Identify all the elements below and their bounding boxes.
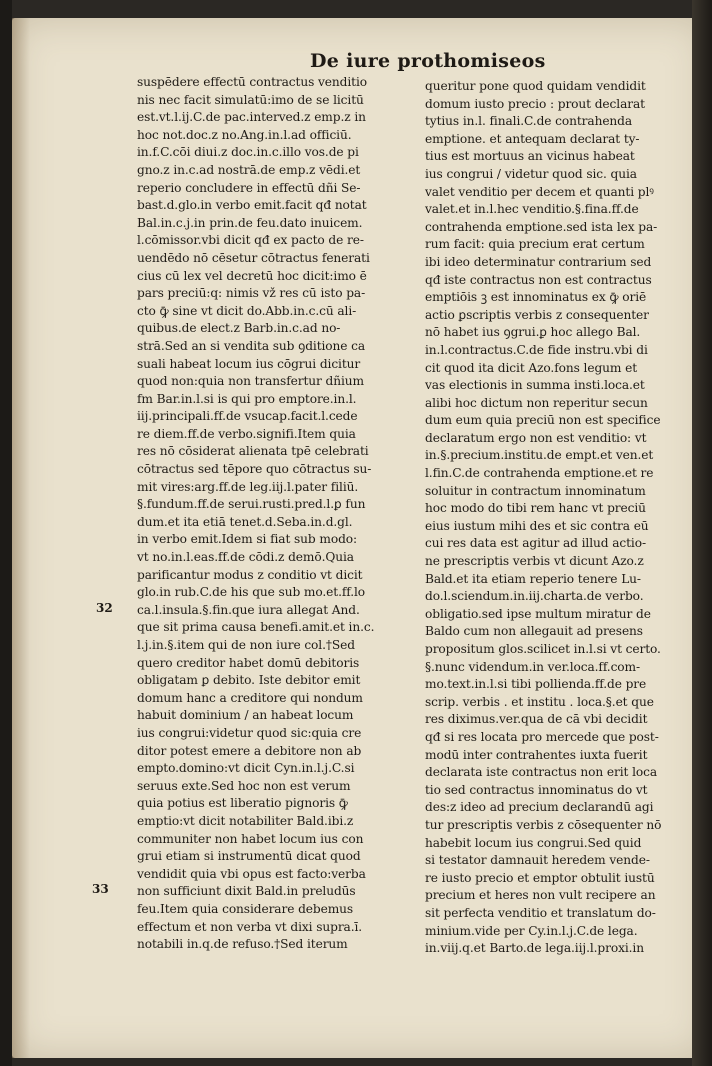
right-column-line: Bald.et ita etiam reperio tenere Lu- bbox=[425, 571, 641, 586]
right-column-line: do.l.sciendum.in.iij.charta.de verbo. bbox=[425, 589, 644, 604]
left-column-line: seruus exte.Sed hoc non est verum bbox=[137, 778, 351, 793]
left-column-line: que sit prima causa benefi.amit.et in.c. bbox=[137, 620, 375, 635]
right-column-line: in.§.precium.institu.de empt.et ven.et bbox=[425, 448, 654, 463]
left-column-line: §.fundum.ff.de serui.rusti.pred.l.ꝑ fun bbox=[137, 497, 366, 512]
right-column-line: tius est mortuus an vicinus habeat bbox=[425, 149, 635, 164]
margin-note-32: 32 bbox=[96, 601, 113, 615]
right-column-line: des:z ideo ad precium declarandū agi bbox=[425, 800, 654, 815]
left-column-line: vt no.in.l.eas.ff.de cōdi.z demō.Quia bbox=[137, 550, 354, 565]
left-column-line: notabili in.q.de refuso.†Sed iterum bbox=[137, 937, 348, 952]
right-column-line: habebit locum ius congrui.Sed quid bbox=[425, 835, 642, 850]
right-column-line: domum iusto precio : prout declarat bbox=[425, 96, 645, 111]
left-column-line: mit vires:arg.ff.de leg.iij.l.pater filiū. bbox=[137, 479, 359, 494]
left-column-line: cto ꝙ̄ sine vt dicit do.Abb.in.c.cū ali- bbox=[137, 303, 357, 318]
left-column-line: dum.et ita etiā tenet.d.Seba.in.d.gl. bbox=[137, 514, 353, 529]
left-column-line: grui etiam si instrumentū dicat quod bbox=[137, 849, 361, 864]
left-column-line: ca.l.insula.§.fin.que iura allegat And. bbox=[137, 602, 360, 617]
right-column-line: soluitur in contractum innominatum bbox=[425, 483, 646, 498]
right-column-line: in.viij.q.et Barto.de lega.iij.l.proxi.in bbox=[425, 941, 644, 956]
left-column-line: uendēdo nō cēsetur cōtractus fenerati bbox=[137, 250, 370, 265]
left-column-line: quibus.de elect.z Barb.in.c.ad no- bbox=[137, 321, 341, 336]
right-column-line: eius iustum mihi des et sic contra eū bbox=[425, 518, 649, 533]
left-column-line: bast.d.glo.in verbo emit.facit qđ notat bbox=[137, 198, 367, 213]
left-column-line: quia potius est liberatio pignoris ꝙ̄ bbox=[137, 796, 348, 811]
left-column-line: in verbo emit.Idem si fiat sub modo: bbox=[137, 532, 358, 547]
left-column-line: in.f.C.cōi diui.z doc.in.c.illo vos.de pi bbox=[137, 145, 359, 160]
right-column-line: declarata iste contractus non erit loca bbox=[425, 765, 658, 780]
left-column-line: hoc not.doc.z no.Ang.in.l.ad officiū. bbox=[137, 127, 352, 142]
left-column-line: ditor potest emere a debitore non ab bbox=[137, 743, 362, 758]
right-column-line: emptiōis ꝫ est innominatus ex ꝙ̄ oriē bbox=[425, 290, 647, 305]
left-column-line: re diem.ff.de verbo.signifi.Item quia bbox=[137, 426, 356, 441]
left-column-line: est.vt.l.ij.C.de pac.interved.z emp.z in bbox=[137, 110, 366, 125]
right-column-line: tur prescriptis verbis z cōsequenter nō bbox=[425, 817, 662, 832]
running-header: De iure prothomiseos bbox=[310, 50, 546, 72]
left-column-line: l.j.in.§.item qui de non iure col.†Sed bbox=[137, 638, 355, 652]
right-column-line: ibi ideo determinatur contrarium sed bbox=[425, 254, 652, 269]
left-column-line: communiter non habet locum ius con bbox=[137, 831, 364, 846]
right-column-line: ne prescriptis verbis vt dicunt Azo.z bbox=[425, 554, 644, 569]
left-column-line: Bal.in.c.j.in prin.de feu.dato inuicem. bbox=[137, 215, 363, 230]
right-column-line: si testator damnauit heredem vende- bbox=[425, 853, 650, 868]
left-column-line: glo.in rub.C.de his que sub mo.et.ff.lo bbox=[137, 585, 366, 600]
left-column-line: suspēdere effectū contractus venditio bbox=[137, 75, 367, 89]
right-column-line: l.fin.C.de contrahenda emptione.et re bbox=[425, 466, 654, 481]
left-column-line: non sufficiunt dixit Bald.in preludūs bbox=[137, 884, 356, 899]
left-column-line: suali habeat locum ius cōgrui dicitur bbox=[137, 356, 361, 371]
scan-background-left bbox=[0, 0, 12, 1066]
right-column-line: precium et heres non vult recipere an bbox=[425, 888, 656, 903]
left-column-line: domum hanc a creditore qui nondum bbox=[137, 690, 363, 705]
left-column-line: habuit dominium / an habeat locum bbox=[137, 708, 354, 723]
left-column-line: empto.domino:vt dicit Cyn.in.l.j.C.si bbox=[137, 761, 355, 776]
right-column-line: cit quod ita dicit Azo.fons legum et bbox=[425, 360, 638, 375]
right-column-line: sit perfecta venditio et translatum do- bbox=[425, 905, 656, 920]
left-column-line: iij.principali.ff.de vsucap.facit.l.cede bbox=[137, 409, 358, 424]
right-column-line: tytius in.l. finali.C.de contrahenda bbox=[425, 114, 633, 129]
right-column-line: tio sed contractus innominatus do vt bbox=[425, 782, 648, 797]
right-column-line: qđ iste contractus non est contractus bbox=[425, 272, 652, 287]
left-column-line: cōtractus sed tēpore quo cōtractus su- bbox=[137, 462, 372, 477]
right-column-line: valet.et in.l.hec venditio.§.fina.ff.de bbox=[425, 202, 639, 217]
right-column-line: contrahenda emptione.sed ista lex pa- bbox=[425, 219, 658, 234]
left-column-line: effectum et non verba vt dixi supra.ī. bbox=[137, 919, 363, 934]
left-column-line: reperio concludere in effectū dñi Se- bbox=[137, 180, 361, 195]
right-column-line: scrip. verbis . et institu . loca.§.et que bbox=[425, 694, 654, 709]
right-column-line: modū inter contrahentes iuxta fuerit bbox=[425, 747, 648, 762]
left-text-column bbox=[137, 74, 405, 954]
right-column-line: queritur pone quod quidam vendidit bbox=[425, 79, 646, 93]
left-column-line: obligatam ꝑ debito. Iste debitor emit bbox=[137, 673, 361, 688]
left-column-line: cius cū lex vel decretū hoc dicit:imo ē bbox=[137, 268, 367, 283]
page-gutter-shadow bbox=[12, 18, 30, 1058]
left-column-line: gno.z in.c.ad nostrā.de emp.z vēdi.et bbox=[137, 162, 361, 177]
right-column-line: hoc modo do tibi rem hanc vt preciū bbox=[425, 501, 646, 516]
left-column-line: strā.Sed an si vendita sub ꝯditione ca bbox=[137, 338, 366, 353]
right-column-line: qđ si res locata pro mercede que post- bbox=[425, 729, 659, 744]
right-column-line: in.l.contractus.C.de fide instru.vbi di bbox=[425, 342, 648, 357]
right-column-line: actio ꝑscriptis verbis z consequenter bbox=[425, 307, 649, 322]
right-column-line: Baldo cum non allegauit ad presens bbox=[425, 624, 643, 639]
right-column-line: valet venditio per decem et quanti plꝰ bbox=[425, 184, 654, 199]
left-column-line: nis nec facit simulatū:imo de se licitū bbox=[137, 92, 364, 107]
scan-background-right bbox=[692, 0, 712, 1066]
right-column-line: ius congrui / videtur quod sic. quia bbox=[425, 166, 637, 181]
left-column-line: l.cōmissor.vbi dicit qđ ex pacto de re- bbox=[137, 233, 364, 248]
right-column-line: re iusto precio et emptor obtulit iustū bbox=[425, 870, 655, 885]
right-column-line: alibi hoc dictum non reperitur secun bbox=[425, 395, 648, 410]
right-column-line: declaratum ergo non est venditio: vt bbox=[425, 430, 647, 445]
right-column-line: res diximus.ver.qua de cā vbi decidit bbox=[425, 712, 648, 727]
left-column-line: pars preciū:q: nimis vž res cū isto pa- bbox=[137, 286, 366, 301]
right-column-line: mo.text.in.l.si tibi pollienda.ff.de pre bbox=[425, 677, 647, 692]
right-column-line: §.nunc videndum.in ver.loca.ff.com- bbox=[425, 659, 641, 674]
right-column-line: rum facit: quia precium erat certum bbox=[425, 237, 645, 252]
right-text-column bbox=[425, 78, 685, 958]
right-column-line: nō habet ius ꝯgrui.ꝑ hoc allego Bal. bbox=[425, 325, 641, 340]
left-column-line: quod non:quia non transfertur dñium bbox=[137, 374, 364, 389]
margin-note-33: 33 bbox=[92, 882, 109, 896]
right-column-line: propositum glos.scilicet in.l.si vt certo. bbox=[425, 642, 661, 656]
left-column-line: parificantur modus z conditio vt dicit bbox=[137, 567, 363, 582]
right-column-line: cui res data est agitur ad illud actio- bbox=[425, 536, 646, 551]
left-column-line: res nō cōsiderat alienata tpē celebrati bbox=[137, 444, 369, 459]
left-column-line: feu.Item quia considerare debemus bbox=[137, 901, 354, 916]
left-column-line: vendidit quia vbi opus est facto:verba bbox=[137, 866, 366, 881]
left-column-line: emptio:vt dicit notabiliter Bald.ibi.z bbox=[137, 813, 354, 828]
right-column-line: obligatio.sed ipse multum miratur de bbox=[425, 606, 651, 621]
right-column-line: vas electionis in summa insti.loca.et bbox=[425, 378, 645, 393]
right-column-line: dum eum quia preciū non est specifice bbox=[425, 413, 661, 428]
right-column-line: minium.vide per Cy.in.l.j.C.de lega. bbox=[425, 923, 638, 938]
left-column-line: ius congrui:videtur quod sic:quia cre bbox=[137, 725, 362, 740]
left-column-line: quero creditor habet domū debitoris bbox=[137, 655, 360, 670]
left-column-line: fm Bar.in.l.si is qui pro emptore.in.l. bbox=[137, 391, 357, 406]
right-column-line: emptione. et antequam declarat ty- bbox=[425, 131, 640, 146]
